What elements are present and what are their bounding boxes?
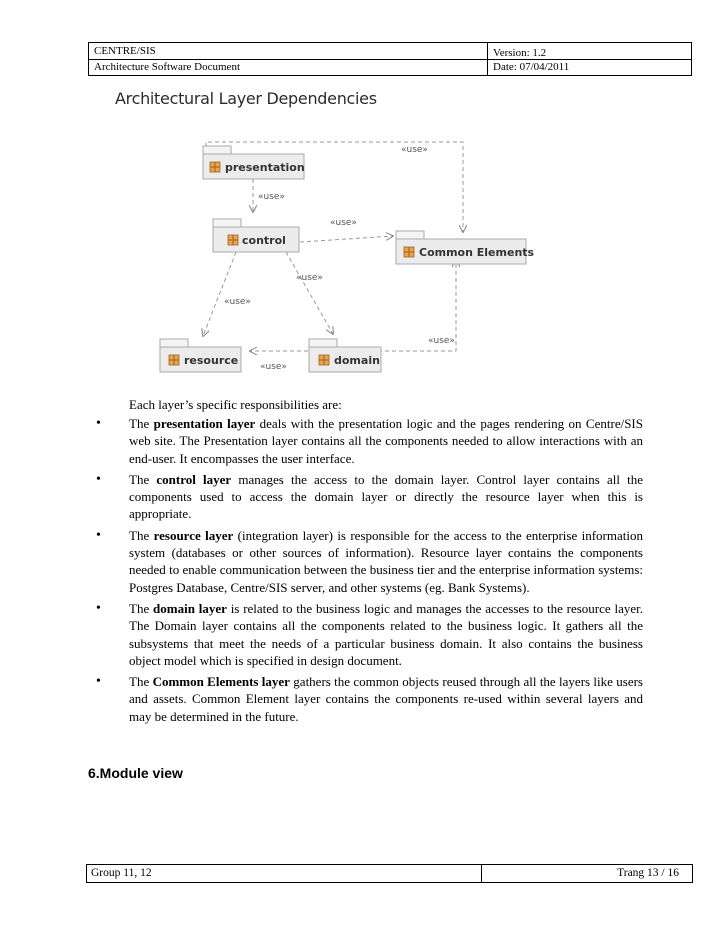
use-label: «use»	[296, 273, 323, 283]
document-title: Architecture Software Document	[94, 61, 240, 73]
document-footer	[86, 864, 693, 883]
use-label: «use»	[224, 297, 251, 307]
package-icon	[404, 247, 414, 257]
list-item: • The control layer manages the access to the domain layer. Control layer contains all the components used to access the domain layer or directly the resource layer when this is appropriate.	[129, 471, 643, 523]
layer-dependency-diagram	[108, 86, 548, 386]
package-label: domain	[334, 354, 380, 367]
arrow-control-to-common	[300, 236, 393, 242]
package-label: Common Elements	[419, 246, 535, 259]
page-number: Trang 13 / 16	[617, 867, 679, 879]
layer-dependency-figure	[108, 86, 548, 386]
use-label: «use»	[428, 336, 455, 346]
layer-term: control layer	[156, 471, 232, 487]
package-label: presentation	[225, 161, 305, 174]
package-icon	[319, 355, 329, 365]
package-domain	[309, 339, 381, 372]
package-icon	[210, 162, 220, 172]
date-label: Date: 07/04/2011	[493, 61, 570, 73]
use-label: «use»	[401, 145, 428, 155]
header-row-2	[89, 59, 691, 75]
package-resource	[160, 339, 241, 372]
layer-term: resource layer	[153, 527, 234, 543]
project-name: CENTRE/SIS	[94, 45, 156, 57]
layer-term: Common Elements layer	[152, 674, 290, 690]
list-item: • The Common Elements layer gathers the common objects reused through all the layers like users and assets. Common Element layer contains the components re-used within several layers and may be determined in the future.	[129, 673, 643, 725]
list-item: • The presentation layer deals with the presentation logic and the pages rendering on Centre/SIS web site. The Presentation layer contains all the components needed to allow interactions with an end-user. It encompasses the user interface.	[129, 415, 643, 467]
package-icon	[169, 355, 179, 365]
use-label: «use»	[260, 362, 287, 372]
arrow-control-to-resource	[203, 252, 236, 336]
use-label: «use»	[330, 218, 357, 228]
list-item: • The resource layer (integration layer) is responsible for the access to the enterprise information system (databases or other sources of information). Resource layer contains the components needed to enable communication between the business tier and the enterprise information systems: Postgres Database, Centre/SIS server, and other systems (eg. Bank Systems).	[129, 527, 643, 596]
header-row-1	[89, 43, 691, 60]
footer-divider	[481, 865, 482, 882]
package-icon	[228, 235, 238, 245]
package-label: resource	[184, 354, 239, 367]
header-divider	[487, 43, 488, 75]
group-label: Group 11, 12	[91, 867, 152, 879]
section-heading: 6.Module view	[88, 765, 183, 781]
arrow-control-to-domain	[286, 252, 333, 334]
package-presentation	[203, 146, 305, 179]
package-label: control	[242, 234, 286, 247]
layer-term: domain layer	[153, 600, 227, 616]
use-label: «use»	[258, 192, 285, 202]
package-common-elements	[396, 231, 535, 264]
version-label: Version: 1.2	[493, 47, 547, 59]
figure-title: Architectural Layer Dependencies	[115, 89, 377, 108]
responsibilities-intro: Each layer’s specific responsibilities are:	[129, 397, 342, 412]
layer-term: presentation layer	[153, 416, 256, 431]
list-item: • The domain layer is related to the business logic and manages the accesses to the resource layer. The Domain layer contains all the components related to the business logic. It gathers all the subsystems that meet the needs of a particular business domain. It also contains the business object model which is specified in design document.	[129, 600, 643, 669]
layer-responsibilities-list	[129, 415, 643, 729]
document-header	[88, 42, 692, 76]
package-control	[213, 219, 299, 252]
